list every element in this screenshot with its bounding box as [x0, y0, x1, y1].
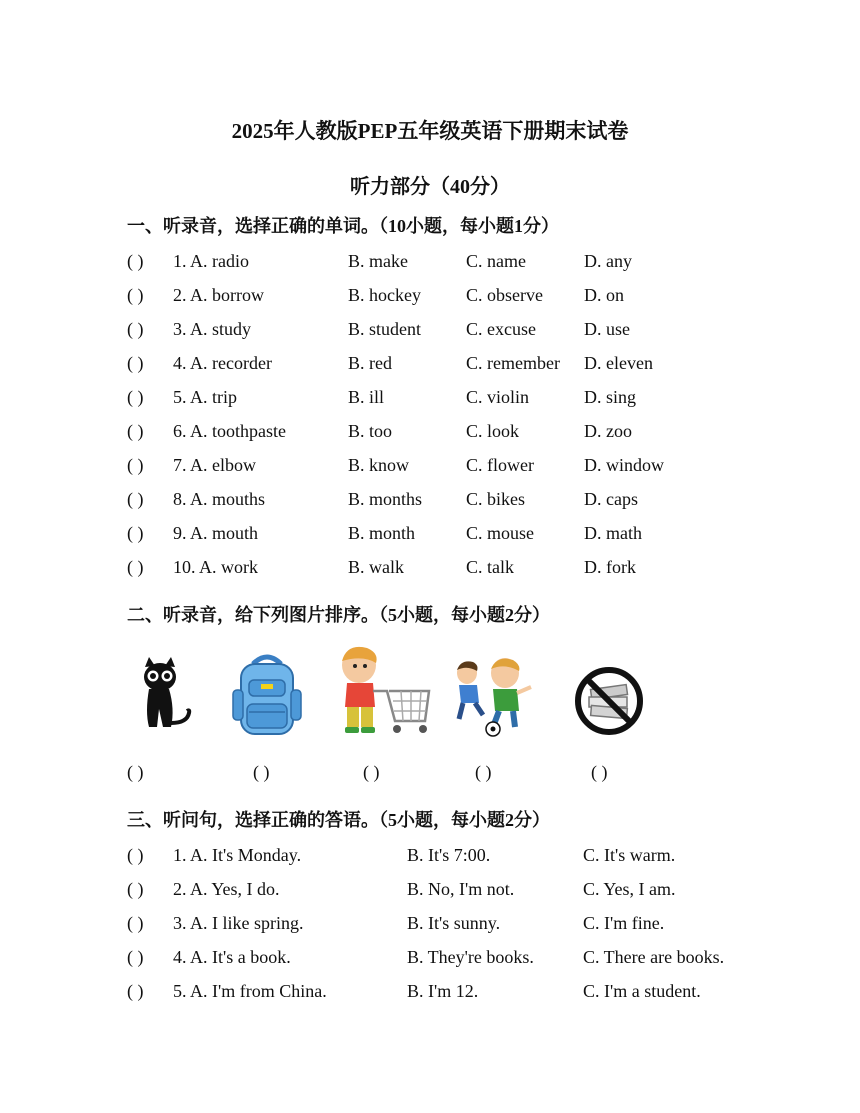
option-num: 2. A. Yes, I do.: [173, 879, 280, 899]
boy-shopping-cart-image: [333, 645, 433, 737]
option-num: 9. A. mouth: [173, 523, 259, 543]
option-c: C. It's warm.: [583, 845, 676, 865]
answer-blank[interactable]: ( ): [127, 387, 144, 407]
option-c: C. mouse: [466, 523, 535, 543]
question-row: [127, 981, 807, 1005]
answer-blank[interactable]: ( ): [127, 319, 144, 339]
backpack-image: [231, 650, 303, 736]
option-b: B. make: [348, 251, 408, 271]
option-b: B. too: [348, 421, 393, 441]
question-row: [127, 387, 807, 411]
boys-football-image: [453, 657, 539, 739]
option-c: C. There are books.: [583, 947, 725, 967]
option-b: B. month: [348, 523, 416, 543]
answer-blank[interactable]: ( ): [127, 947, 144, 967]
question-row: [127, 319, 807, 343]
option-c: C. observe: [466, 285, 543, 305]
option-b: B. months: [348, 489, 423, 509]
option-c: C. violin: [466, 387, 530, 407]
option-b: B. ill: [348, 387, 385, 407]
question-row: [127, 557, 807, 581]
answer-blank[interactable]: ( ): [127, 421, 144, 441]
option-b: B. It's 7:00.: [407, 845, 491, 865]
picture-answer-blank[interactable]: ( ): [475, 762, 492, 782]
option-num: 1. A. radio: [173, 251, 249, 271]
option-c: C. Yes, I am.: [583, 879, 676, 899]
option-d: D. fork: [584, 557, 636, 577]
option-num: 10. A. work: [173, 557, 258, 577]
question-row: [127, 845, 807, 869]
answer-blank[interactable]: ( ): [127, 353, 144, 373]
option-d: D. zoo: [584, 421, 632, 441]
no-books-sign-image: [573, 665, 645, 737]
answer-blank[interactable]: ( ): [127, 913, 144, 933]
option-num: 6. A. toothpaste: [173, 421, 286, 441]
question-row: [127, 251, 807, 275]
question-row: [127, 421, 807, 445]
option-c: C. name: [466, 251, 526, 271]
question-row: [127, 455, 807, 479]
picture-answer-blank[interactable]: ( ): [591, 762, 608, 782]
option-num: 7. A. elbow: [173, 455, 256, 475]
question-row: [127, 489, 807, 513]
option-num: 5. A. I'm from China.: [173, 981, 327, 1001]
answer-blank[interactable]: ( ): [127, 557, 144, 577]
picture-answer-blank[interactable]: ( ): [127, 762, 144, 782]
option-b: B. I'm 12.: [407, 981, 479, 1001]
answer-blank[interactable]: ( ): [127, 285, 144, 305]
answer-blank[interactable]: ( ): [127, 981, 144, 1001]
option-d: D. use: [584, 319, 630, 339]
option-b: B. walk: [348, 557, 404, 577]
picture-answer-blank[interactable]: ( ): [253, 762, 270, 782]
option-b: B. hockey: [348, 285, 421, 305]
option-num: 2. A. borrow: [173, 285, 264, 305]
option-c: C. look: [466, 421, 520, 441]
option-c: C. bikes: [466, 489, 526, 509]
option-num: 3. A. study: [173, 319, 252, 339]
option-num: 1. A. It's Monday.: [173, 845, 302, 865]
section-2-heading: 二、听录音，给下列图片排序。（5小题，每小题2分）: [127, 605, 550, 625]
option-num: 4. A. It's a book.: [173, 947, 291, 967]
section-3-heading: 三、听问句，选择正确的答语。（5小题，每小题2分）: [127, 810, 550, 830]
option-d: D. any: [584, 251, 632, 271]
answer-blank[interactable]: ( ): [127, 845, 144, 865]
option-b: B. They're books.: [407, 947, 534, 967]
picture-answer-row: [127, 762, 687, 786]
option-d: D. math: [584, 523, 642, 543]
option-b: B. No, I'm not.: [407, 879, 515, 899]
picture-row: [127, 645, 687, 745]
option-c: C. remember: [466, 353, 560, 373]
option-num: 8. A. mouths: [173, 489, 266, 509]
option-d: D. window: [584, 455, 664, 475]
answer-blank[interactable]: ( ): [127, 455, 144, 475]
option-c: C. talk: [466, 557, 514, 577]
option-num: 3. A. I like spring.: [173, 913, 304, 933]
option-b: B. know: [348, 455, 410, 475]
option-num: 4. A. recorder: [173, 353, 272, 373]
option-d: D. on: [584, 285, 624, 305]
section-1-heading: 一、听录音，选择正确的单词。（10小题，每小题1分）: [127, 216, 559, 236]
option-d: D. caps: [584, 489, 638, 509]
picture-answer-blank[interactable]: ( ): [363, 762, 380, 782]
section-group-title: 听力部分（40分）: [350, 176, 510, 198]
answer-blank[interactable]: ( ): [127, 523, 144, 543]
question-row: [127, 523, 807, 547]
option-b: B. It's sunny.: [407, 913, 501, 933]
option-c: C. I'm a student.: [583, 981, 701, 1001]
option-c: C. excuse: [466, 319, 536, 339]
option-b: B. red: [348, 353, 392, 373]
answer-blank[interactable]: ( ): [127, 251, 144, 271]
option-c: C. flower: [466, 455, 534, 475]
option-d: D. eleven: [584, 353, 653, 373]
question-row: [127, 285, 807, 309]
answer-blank[interactable]: ( ): [127, 489, 144, 509]
answer-blank[interactable]: ( ): [127, 879, 144, 899]
cat-image: [135, 657, 193, 729]
option-d: D. sing: [584, 387, 637, 407]
page-title: 2025年人教版PEP五年级英语下册期末试卷: [231, 119, 629, 143]
option-b: B. student: [348, 319, 422, 339]
question-row: [127, 879, 807, 903]
question-row: [127, 353, 807, 377]
option-c: C. I'm fine.: [583, 913, 665, 933]
question-row: [127, 913, 807, 937]
option-num: 5. A. trip: [173, 387, 238, 407]
question-row: [127, 947, 807, 971]
